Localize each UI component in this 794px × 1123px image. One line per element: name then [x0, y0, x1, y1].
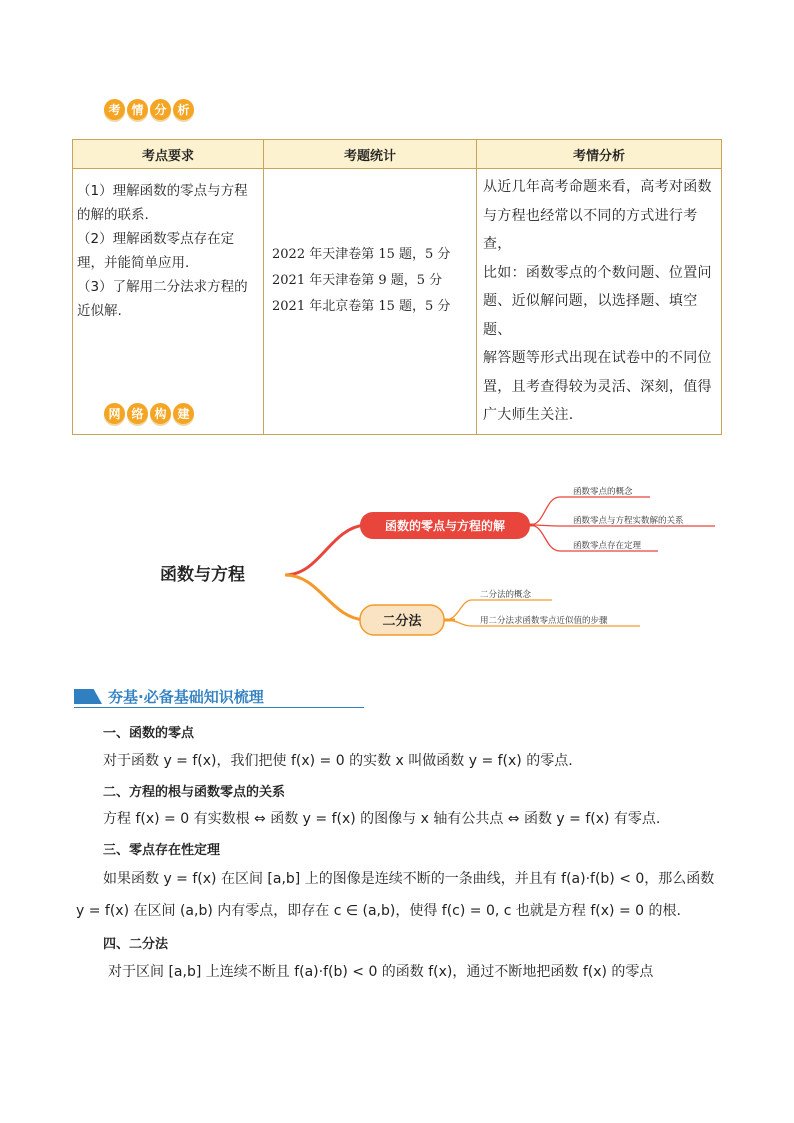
paragraph-zero-definition: 对于函数 y = f(x)，我们把使 f(x) = 0 的实数 x 叫做函数 y = f(x) 的零点. [103, 753, 573, 769]
heading-existence-theorem: 三、零点存在性定理 [103, 843, 221, 858]
branch2-item: 二分法的概念 [480, 590, 532, 600]
requirement-line: 近似解. [77, 303, 122, 319]
mindmap-root: 函数与方程 [160, 565, 245, 585]
section-title: 夯基·必备基础知识梳理 [108, 688, 264, 706]
analysis-cell [477, 169, 722, 435]
table-header: 考情分析 [477, 140, 722, 169]
exam-analysis-table [72, 139, 722, 435]
exam-analysis-badge [104, 99, 194, 120]
analysis-line: 广大师生关注. [483, 407, 574, 423]
badge-char: 建 [173, 403, 194, 424]
branch1-label: 函数的零点与方程的解 [384, 519, 506, 533]
branch1-item: 函数零点与方程实数解的关系 [573, 516, 684, 526]
stats-cell [264, 169, 477, 435]
analysis-line: 置，且考查得较为灵活、深刻，值得 [483, 378, 712, 395]
badge-char: 情 [127, 99, 148, 120]
badge-char: 考 [104, 99, 125, 120]
banner-underline [74, 707, 364, 708]
branch1-item: 函数零点的概念 [573, 487, 633, 497]
requirement-line: （2）理解函数零点存在定 [77, 231, 235, 247]
network-badge [104, 403, 194, 424]
badge-char: 构 [150, 403, 171, 424]
paragraph-existence-theorem-1: 如果函数 y = f(x) 在区间 [a,b] 上的图像是连续不断的一条曲线，并且有 f(a)·f(b) < 0，那么函数 [103, 871, 715, 887]
badge-char: 络 [127, 403, 148, 424]
requirements-cell [73, 169, 264, 435]
branch2-item: 用二分法求函数零点近似值的步骤 [480, 616, 608, 626]
heading-bisection: 四、二分法 [103, 937, 169, 952]
mind-map [150, 470, 730, 650]
paragraph-root-zero-relation: 方程 f(x) = 0 有实数根 ⇔ 函数 y = f(x) 的图像与 x 轴有公共点 ⇔ 函数 y = f(x) 有零点. [103, 811, 661, 827]
section-banner [74, 686, 364, 708]
table-header: 考题统计 [264, 140, 477, 169]
analysis-line: 题、近似解问题，以选择题、填空题、 [483, 293, 698, 338]
heading-zero-of-function: 一、函数的零点 [103, 726, 195, 741]
table-row [73, 169, 722, 435]
analysis-line: 解答题等形式出现在试卷中的不同位 [483, 350, 712, 366]
paragraph-existence-theorem-2: y = f(x) 在区间 (a,b) 内有零点，即存在 c ∈ (a,b)，使得 f(c) = 0, c 也就是方程 f(x) = 0 的根. [76, 903, 681, 919]
stat-line: 2022 年天津卷第 15 题，5 分 [272, 247, 451, 263]
requirement-line: 理，并能简单应用. [77, 255, 190, 271]
branch2-label: 二分法 [382, 614, 422, 629]
stat-line: 2021 年天津卷第 9 题，5 分 [272, 273, 443, 289]
badge-char: 分 [150, 99, 171, 120]
table-header-row [73, 140, 722, 169]
heading-root-zero-relation: 二、方程的根与函数零点的关系 [103, 785, 286, 800]
requirement-line: （3）了解用二分法求方程的 [77, 279, 248, 295]
analysis-line: 比如：函数零点的个数问题、位置问 [483, 264, 712, 281]
paragraph-bisection: 对于区间 [a,b] 上连续不断且 f(a)·f(b) < 0 的函数 f(x)，通过不断地把函数 f(x) 的零点 [108, 964, 654, 980]
analysis-line: 从近几年高考命题来看，高考对函数 [483, 179, 712, 195]
banner-block [74, 689, 102, 704]
badge-char: 网 [104, 403, 125, 424]
table-header: 考点要求 [73, 140, 264, 169]
analysis-line: 与方程也经常以不同的方式进行考查， [483, 207, 698, 252]
requirement-line: 的解的联系. [77, 207, 149, 223]
requirement-line: （1）理解函数的零点与方程 [77, 183, 248, 199]
stat-line: 2021 年北京卷第 15 题，5 分 [272, 299, 451, 315]
badge-char: 析 [173, 99, 194, 120]
branch1-item: 函数零点存在定理 [573, 541, 642, 551]
